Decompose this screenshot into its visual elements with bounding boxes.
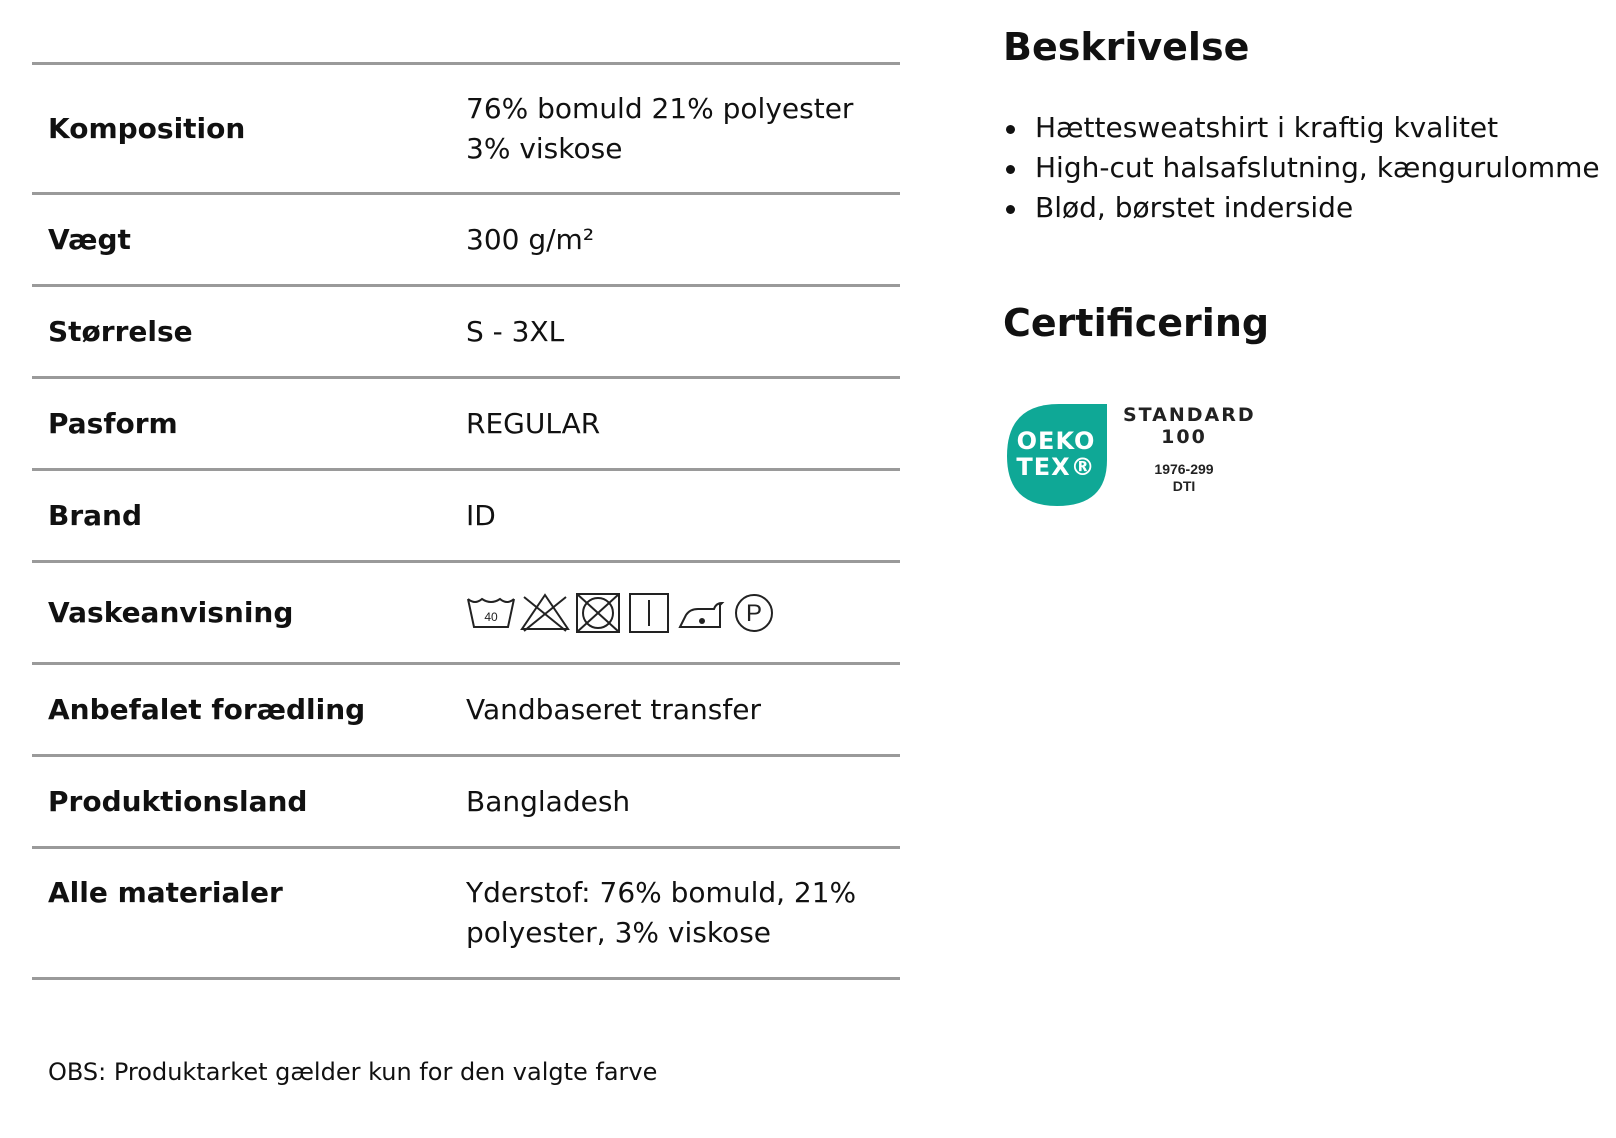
spec-value: Yderstof: 76% bomuld, 21% polyester, 3% viskose — [466, 876, 857, 949]
spec-label: Størrelse — [48, 314, 193, 348]
spec-value: Bangladesh — [466, 784, 631, 818]
oeko-tex-standard — [1123, 404, 1256, 494]
spec-row-produktionsland — [32, 757, 900, 849]
spec-row-vaskeanvisning — [32, 563, 900, 665]
spec-label: Anbefalet forædling — [48, 692, 366, 726]
spec-label: Vægt — [48, 222, 131, 256]
no-bleach-icon — [520, 593, 570, 633]
care-symbols — [466, 545, 900, 681]
certificate-institute: DTI — [1172, 478, 1196, 494]
spec-row-pasform — [32, 379, 900, 471]
spec-row-stoerrelse — [32, 287, 900, 379]
dry-clean-p-icon — [732, 592, 776, 634]
spec-value: Vandbaseret transfer — [466, 692, 761, 726]
spec-table — [32, 62, 900, 980]
spec-label: Alle materialer — [48, 876, 283, 909]
spec-label: Produktionsland — [48, 784, 308, 818]
spec-label: Pasform — [48, 406, 178, 440]
spec-label: Komposition — [48, 111, 246, 145]
iron-low-icon — [676, 593, 728, 633]
description-item: Blød, børstet inderside — [1003, 188, 1603, 228]
line-dry-icon — [626, 592, 672, 634]
standard-label: STANDARD — [1123, 404, 1256, 426]
certification-title: Certificering — [1003, 301, 1270, 345]
description-item: Hættesweatshirt i kraftig kvalitet — [1003, 108, 1603, 148]
spec-row-vaegt — [32, 195, 900, 287]
description-title: Beskrivelse — [1003, 25, 1250, 69]
no-tumble-dry-icon — [574, 592, 622, 634]
certificate-code: 1976-299 — [1154, 461, 1214, 477]
spec-value: S - 3XL — [466, 314, 565, 348]
spec-row-komposition — [32, 65, 900, 195]
care-icon-list — [466, 585, 900, 641]
oeko-line: OEKO — [1016, 427, 1096, 455]
dry-clean-letter: P — [745, 599, 763, 627]
oeko-tex-logo — [1003, 402, 1263, 512]
product-info-panel — [1003, 22, 1603, 512]
standard-number: 100 — [1161, 426, 1207, 448]
description-item: High-cut halsafslutning, kængurulomme — [1003, 148, 1603, 188]
wash-40-icon — [466, 593, 516, 633]
spec-label: Brand — [48, 498, 143, 532]
tex-line: TEX® — [1016, 453, 1096, 481]
spec-value: ID — [466, 498, 496, 532]
wash-temp-label: 40 — [484, 609, 498, 624]
spec-value: 300 g/m² — [466, 222, 595, 256]
oeko-tex-wordmark — [1003, 428, 1109, 480]
spec-value: REGULAR — [466, 406, 601, 440]
spec-value: 76% bomuld 21% polyester 3% viskose — [466, 91, 854, 165]
spec-label: Vaskeanvisning — [48, 595, 294, 629]
spec-row-alle-materialer — [32, 849, 900, 980]
description-list — [1003, 108, 1603, 228]
product-sheet-note: OBS: Produktarket gælder kun for den valgte farve — [48, 1058, 658, 1086]
